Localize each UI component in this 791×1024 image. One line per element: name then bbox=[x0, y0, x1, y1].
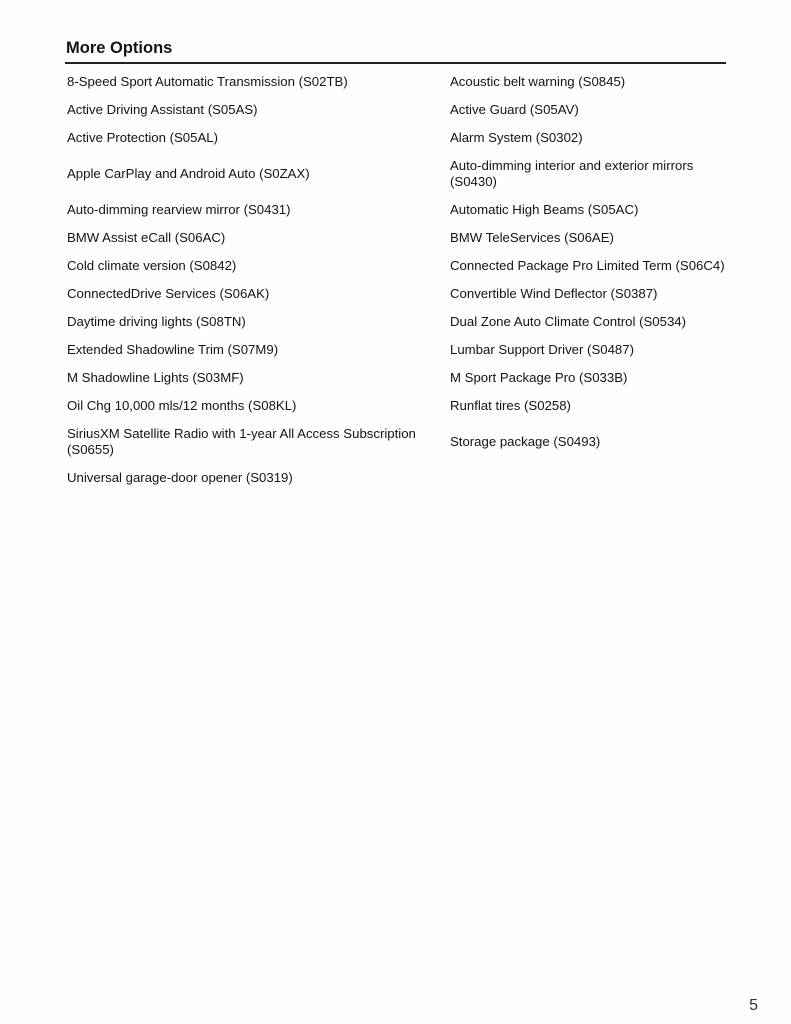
option-item: Oil Chg 10,000 mls/12 months (S08KL) bbox=[67, 398, 297, 413]
option-item: ConnectedDrive Services (S06AK) bbox=[67, 286, 270, 301]
option-item: 8-Speed Sport Automatic Transmission (S02TB) bbox=[67, 74, 348, 89]
option-item: BMW TeleServices (S06AE) bbox=[450, 230, 614, 245]
table-row bbox=[65, 96, 730, 124]
table-row bbox=[65, 364, 730, 392]
table-row bbox=[65, 308, 730, 336]
more-options-section bbox=[65, 38, 726, 492]
table-row bbox=[65, 196, 730, 224]
option-item: Automatic High Beams (S05AC) bbox=[450, 202, 639, 217]
option-item: Universal garage-door opener (S0319) bbox=[67, 470, 293, 485]
option-item bbox=[448, 464, 730, 492]
option-item: Runflat tires (S0258) bbox=[450, 398, 571, 413]
table-row bbox=[65, 224, 730, 252]
option-item: Apple CarPlay and Android Auto (S0ZAX) bbox=[67, 166, 310, 181]
table-row bbox=[65, 392, 730, 420]
table-row bbox=[65, 68, 730, 96]
option-item: Dual Zone Auto Climate Control (S0534) bbox=[450, 314, 687, 329]
option-item: M Sport Package Pro (S033B) bbox=[450, 370, 628, 385]
page-number: 5 bbox=[749, 997, 758, 1014]
table-row bbox=[65, 420, 730, 464]
option-item: M Shadowline Lights (S03MF) bbox=[67, 370, 244, 385]
table-row bbox=[65, 152, 730, 196]
table-row bbox=[65, 124, 730, 152]
option-item: Storage package (S0493) bbox=[450, 434, 601, 449]
option-item: BMW Assist eCall (S06AC) bbox=[67, 230, 226, 245]
option-item: Connected Package Pro Limited Term (S06C4) bbox=[450, 258, 725, 273]
table-row bbox=[65, 336, 730, 364]
options-table-body bbox=[65, 68, 730, 492]
option-item: SiriusXM Satellite Radio with 1-year All Access Subscription (S0655) bbox=[67, 426, 416, 457]
option-item: Active Guard (S05AV) bbox=[450, 102, 579, 117]
options-table bbox=[65, 68, 730, 492]
option-item: Auto-dimming rearview mirror (S0431) bbox=[67, 202, 291, 217]
table-row bbox=[65, 464, 730, 492]
table-row bbox=[65, 252, 730, 280]
option-item: Acoustic belt warning (S0845) bbox=[450, 74, 626, 89]
section-title: More Options bbox=[65, 38, 726, 64]
option-item: Daytime driving lights (S08TN) bbox=[67, 314, 246, 329]
option-item: Cold climate version (S0842) bbox=[67, 258, 237, 273]
option-item: Active Driving Assistant (S05AS) bbox=[67, 102, 258, 117]
option-item: Lumbar Support Driver (S0487) bbox=[450, 342, 634, 357]
option-item: Extended Shadowline Trim (S07M9) bbox=[67, 342, 279, 357]
option-item: Auto-dimming interior and exterior mirrors (S0430) bbox=[450, 158, 694, 189]
option-item: Convertible Wind Deflector (S0387) bbox=[450, 286, 658, 301]
option-item: Alarm System (S0302) bbox=[450, 130, 583, 145]
option-item: Active Protection (S05AL) bbox=[67, 130, 218, 145]
table-row bbox=[65, 280, 730, 308]
